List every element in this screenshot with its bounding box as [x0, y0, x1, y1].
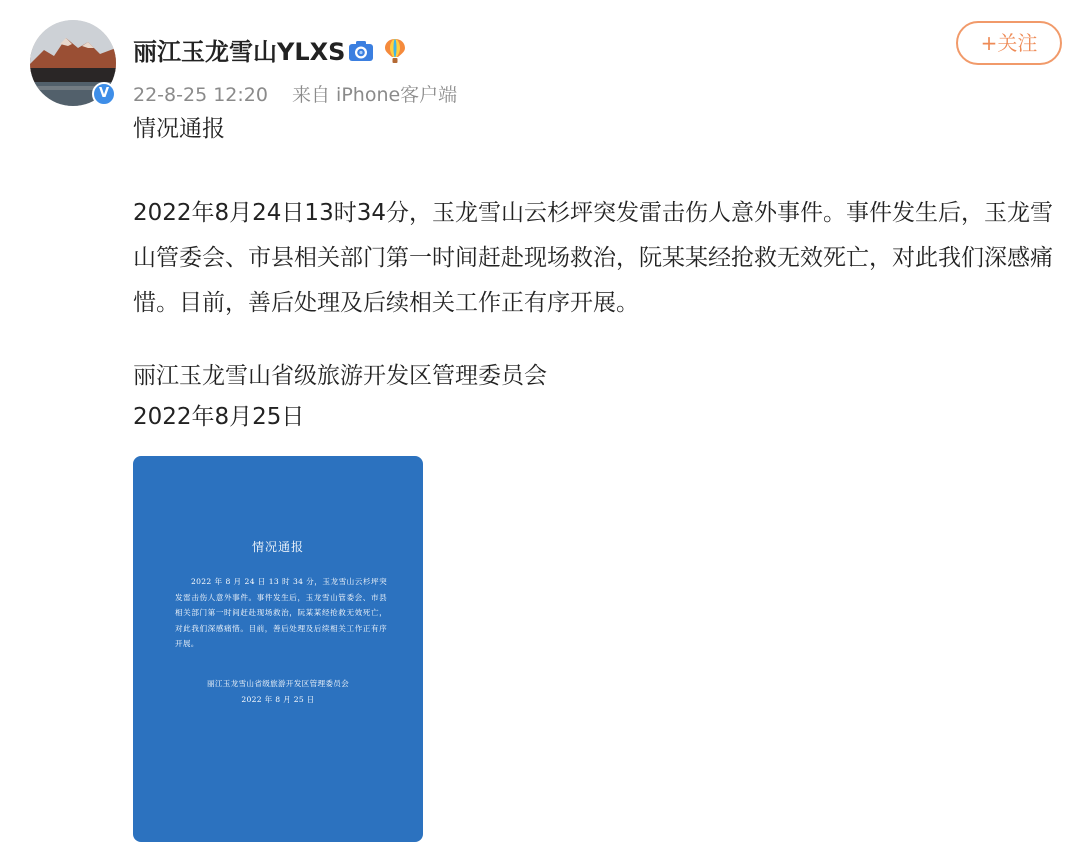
image-body-text: 2022 年 8 月 24 日 13 时 34 分，玉龙雪山云杉坪突发雷击伤人意外事件。事件发生后，玉龙雪山管委会、市县相关部门第一时间赶赴现场救治，阮某某经抢救无效死亡，对此我们深感痛惜。目前，善后处理及后续相关工作正有序开展。: [175, 577, 387, 648]
post-timestamp[interactable]: 22-8-25 12:20: [133, 84, 268, 106]
image-signature-org: 丽江玉龙雪山省级旅游开发区管理委员会: [206, 679, 350, 688]
verified-badge: V: [92, 82, 116, 106]
notice-image[interactable]: [133, 456, 423, 842]
post-signature-date: 2022年8月25日: [133, 404, 305, 430]
hot-air-balloon-icon: [384, 38, 406, 64]
post-title: 情况通报: [133, 116, 225, 142]
post-signature-org: 丽江玉龙雪山省级旅游开发区管理委员会: [133, 363, 547, 389]
user-badges: [348, 38, 406, 64]
image-signature-date: 2022 年 8 月 25 日: [241, 695, 315, 704]
post-source: 来自 iPhone客户端: [292, 84, 458, 106]
image-title: 情况通报: [251, 540, 304, 554]
post-meta: [133, 80, 457, 107]
camera-icon: [348, 40, 374, 62]
post-main-text: 2022年8月24日13时34分，玉龙雪山云杉坪突发雷击伤人意外事件。事件发生后，玉龙雪山管委会、市县相关部门第一时间赶赴现场救治，阮某某经抢救无效死亡，对此我们深感痛惜。目前，善后处理及后续相关工作正有序开展。: [133, 200, 1053, 316]
follow-button[interactable]: +关注: [956, 21, 1062, 65]
username[interactable]: 丽江玉龙雪山YLXS: [133, 38, 346, 66]
